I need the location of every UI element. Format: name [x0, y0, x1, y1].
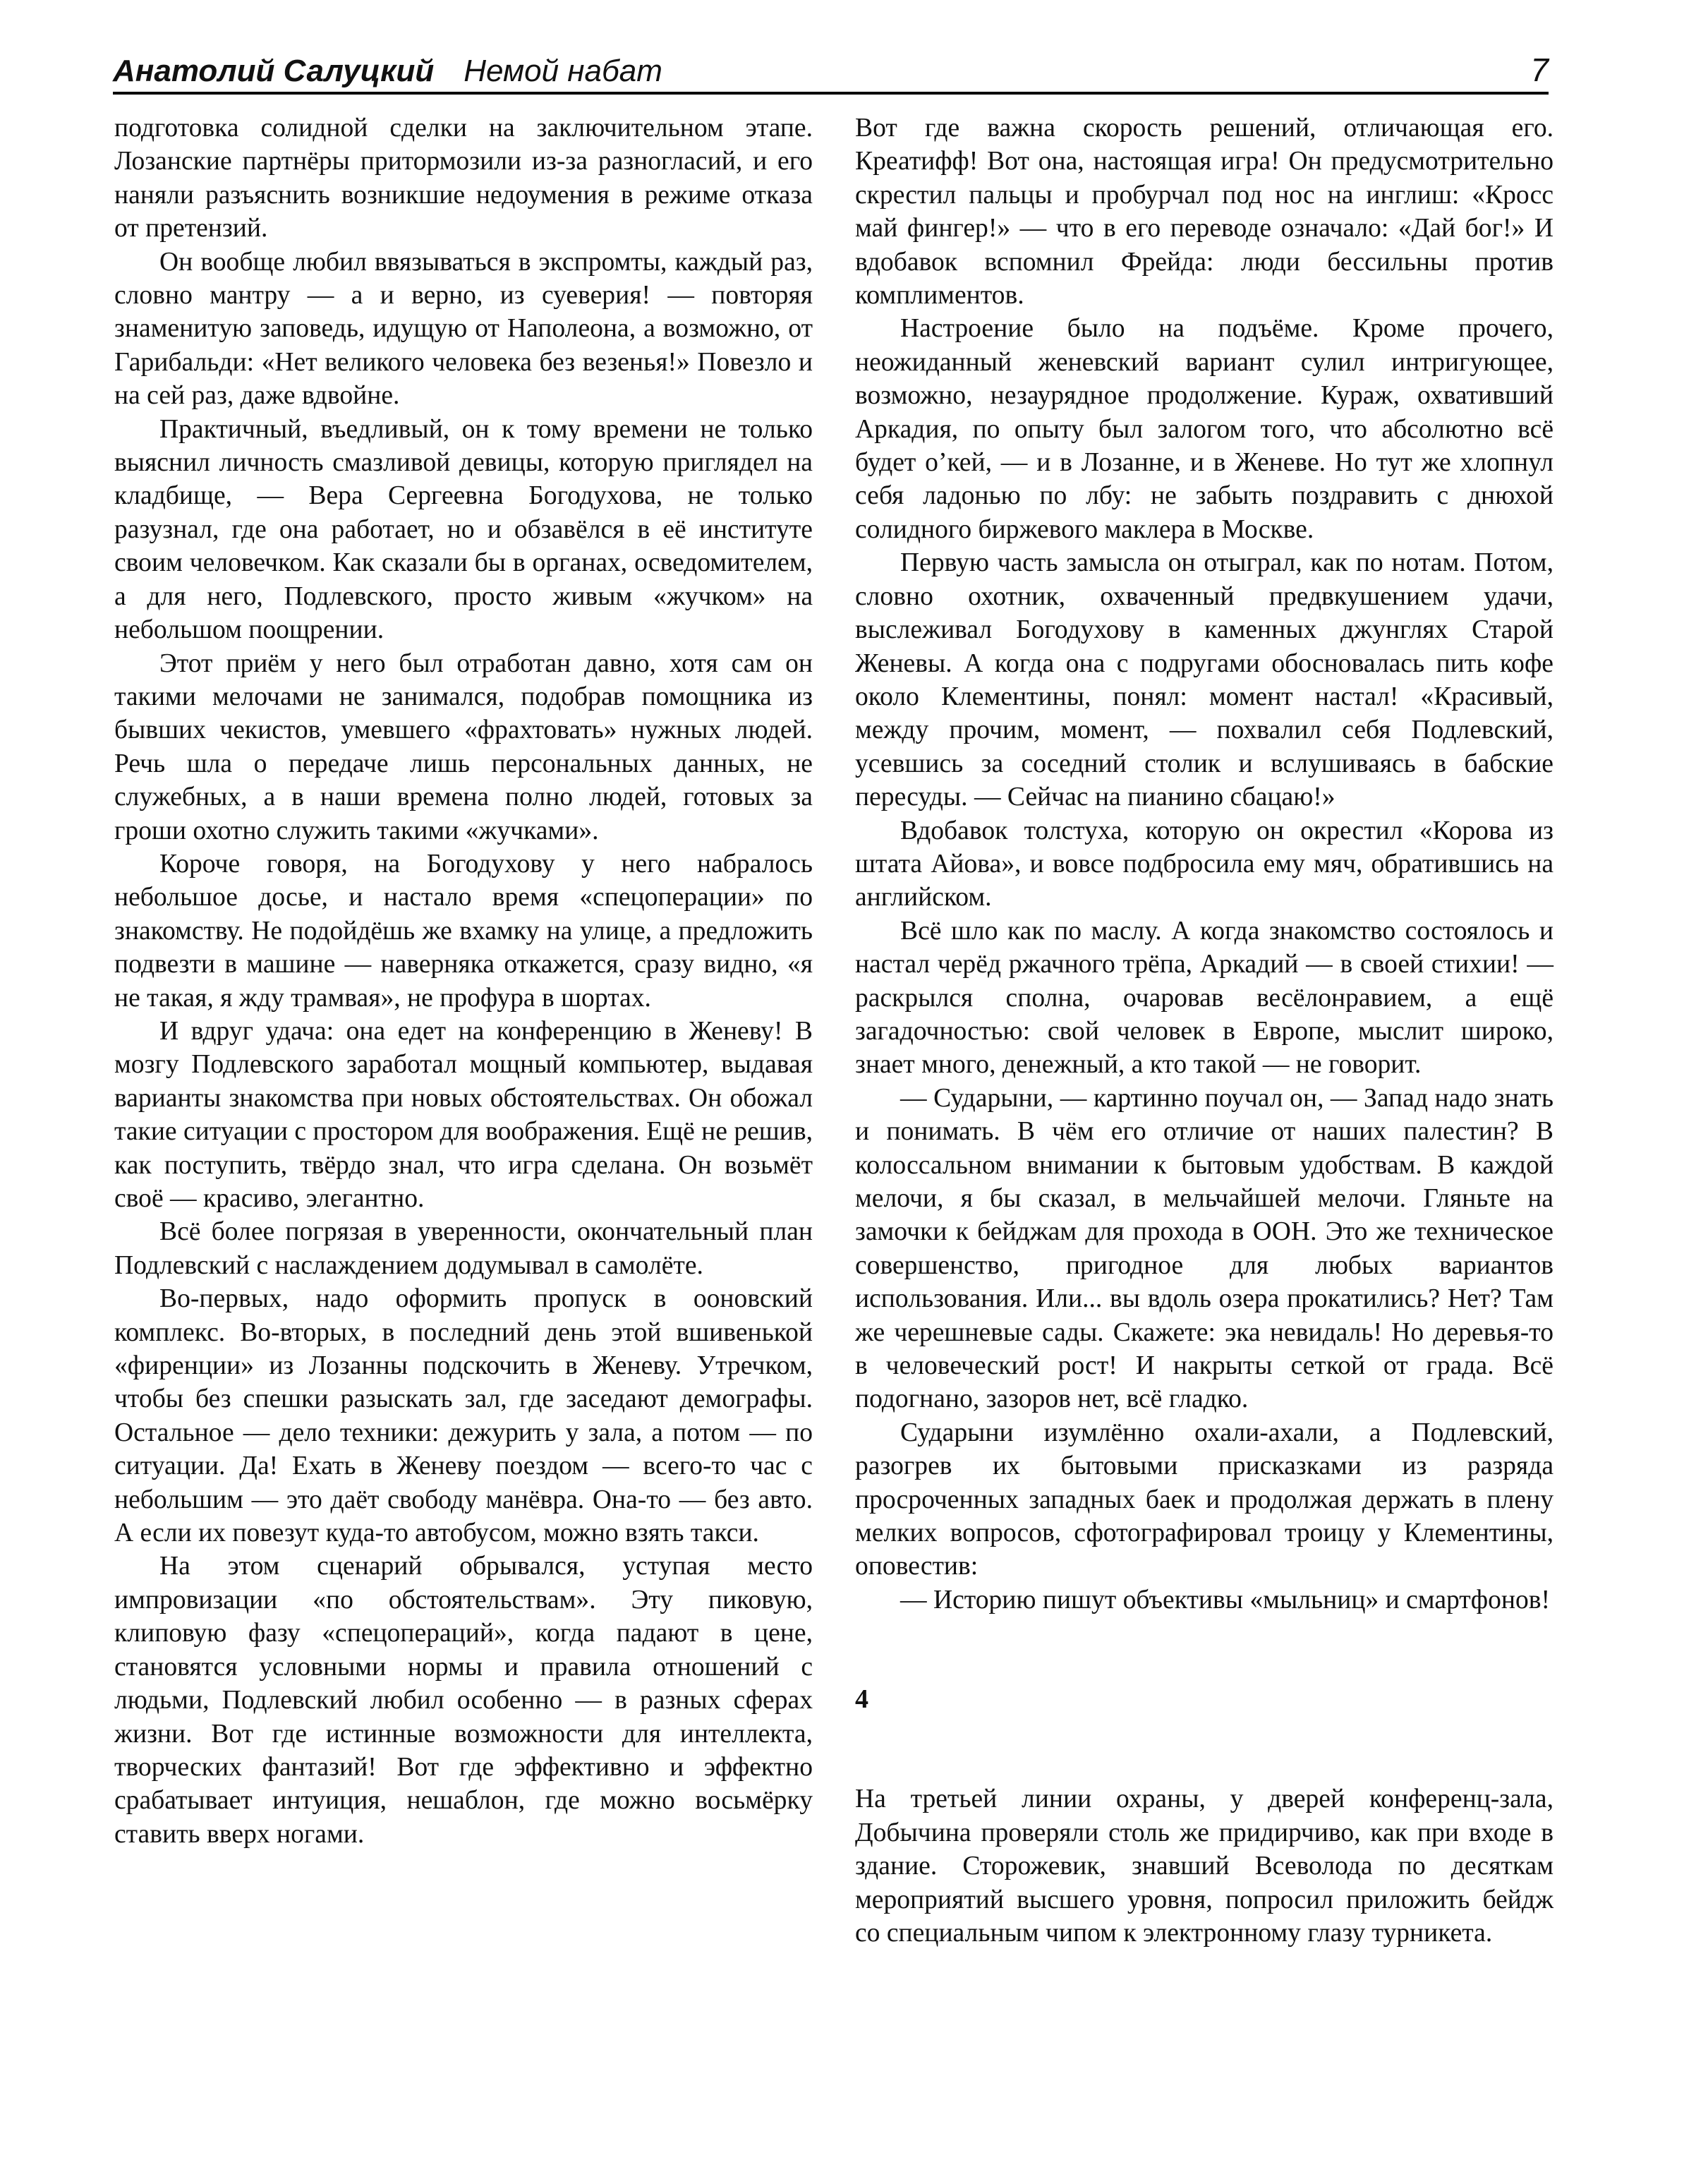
right-column — [855, 111, 1553, 1950]
paragraph: На этом сценарий обрывался, уступая место импровизации «по обстоятельствам». Эту пиковую, клиповую фазу «спецопераций», когда падают в цене, становятся условными нормы и правила отношений с людьми, Подлевский любил особенно — в разных сферах жизни. Вот где истинные возможности для интеллекта, творческих фантазий! Вот где эффективно и эффектно срабатывает интуиция, нешаблон, где можно восьмёрку ставить вверх ногами. — [114, 1552, 813, 1849]
paragraph: И вдруг удача: она едет на конференцию в Женеву! В мозгу Подлевского заработал мощный компьютер, выдавая варианты знакомства при новых обстоятельствах. Он обожал такие ситуации с простором для воображения. Ещё не решив, как поступить, твёрдо знал, что игра сделана. Он возьмёт своё — красиво, элегантно. — [114, 1016, 813, 1213]
paragraph: — Историю пишут объективы «мыльниц» и смартфонов! — [900, 1585, 1551, 1614]
paragraph: Первую часть замысла он отыграл, как по нотам. Потом, словно охотник, охваченный предвкушением удачи, выслеживал Богодухову в каменных джунглях Старой Женевы. А когда она с подругами обосновалась пить кофе около Клементины, понял: момент настал! «Красивый, между прочим, момент, — похвалил себя Подлевский, усевшись за соседний столик и вслушиваясь в бабские пересуды. — Сейчас на пианино сбацаю!» — [855, 548, 1553, 812]
page-number: 7 — [1530, 52, 1549, 88]
paragraph: Настроение было на подъёме. Кроме прочего, неожиданный женевский вариант сулил интригующее, возможно, незаурядное продолжение. Кураж, охвативший Аркадия, по опыту был залогом того, что абсолютно всё будет о’кей, — и в Лозанне, и в Женеве. Но тут же хлопнул себя ладонью по лбу: не забыть поздравить с днюхой солидного биржевого маклера в Москве. — [855, 314, 1553, 544]
paragraph: Всё шло как по маслу. А когда знакомство состоялось и настал черёд ржачного трёпа, Аркадий — в своей стихии! — раскрылся сполна, очаровав весёлонравием, а ещё загадочностью: свой человек в Европе, мыслит широко, знает много, денежный, а кто такой — не говорит. — [855, 916, 1553, 1080]
paragraph: подготовка солидной сделки на заключительном этапе. Лозанские партнёры притормозили из-за разногласий, и его наняли разъяснить возникшие недоумения в режиме отказа от претензий. — [114, 114, 813, 243]
header-author: Анатолий Салуцкий — [113, 54, 435, 88]
paragraph: Он вообще любил ввязываться в экспромты, каждый раз, словно мантру — а и верно, из суеверия! — повторяя знаменитую заповедь, идущую от Наполеона, а возможно, от Гарибальди: «Нет великого человека без везенья!» Повезло и на сей раз, даже вдвойне. — [114, 247, 813, 411]
paragraph: Всё более погрязая в уверенности, окончательный план Подлевский с наслаждением додумывал в самолёте. — [114, 1217, 813, 1280]
chapter-number: 4 — [855, 1684, 868, 1715]
header-book-title: Немой набат — [464, 54, 662, 88]
paragraph: Короче говоря, на Богодухову у него набралось небольшое досье, и настало время «спецоперации» по знакомству. Не подойдёшь же вхамку на улице, а предложить подвезти в машине — наверняка откажется, сразу видно, «я не такая, я жду трамвая», не профура в шортах. — [114, 849, 813, 1013]
paragraph: Практичный, въедливый, он к тому времени не только выяснил личность смазливой девицы, которую приглядел на кладбище, — Вера Сергеевна Богодухова, не только разузнал, где она работает, но и обзавёлся в её институте своим человечком. Как сказали бы в органах, осведомителем, а для него, Подлевского, просто живым «жучком» на небольшом поощрении. — [114, 414, 813, 645]
paragraph: Этот приём у него был отработан давно, хотя сам он такими мелочами не занимался, подобрав помощника из бывших чекистов, умевшего «фрахтовать» нужных людей. Речь шла о передаче лишь персональных данных, не служебных, а в наши времена полно людей, готовых за гроши охотно служить такими «жучками». — [114, 648, 813, 845]
paragraph: На третьей линии охраны, у дверей конференц-зала, Добычина проверяли столь же придирчиво, как при входе в здание. Сторожевик, знавший Всеволода по десяткам мероприятий высшего уровня, попросил приложить бейдж со специальным чипом к электронному глазу турникета. — [855, 1785, 1553, 1948]
running-header — [113, 48, 1549, 95]
paragraph: Во-первых, надо оформить пропуск в ооновский комплекс. Во-вторых, в последний день этой вшивенькой «фиренции» из Лозанны подскочить в Женеву. Утречком, чтобы без спешки разыскать зал, где заседают демографы. Остальное — дело техники: дежурить у зала, а потом — по ситуации. Да! Ехать в Женеву поездом — всего-то час с небольшим — это даёт свободу манёвра. Она-то — без авто. А если их повезут куда-то автобусом, можно взять такси. — [114, 1284, 813, 1548]
paragraph: Вот где важна скорость решений, отличающая его. Креатифф! Вот она, настоящая игра! Он предусмотрительно скрестил пальцы и пробурчал под нос на инглиш: «Кросс май фингер!» — что в его переводе означало: «Дай бог!» И вдобавок вспомнил Фрейда: люди бессильны против комплиментов. — [855, 114, 1553, 310]
paragraph: — Сударыни, — картинно поучал он, — Запад надо знать и понимать. В чём его отличие от наших палестин? В колоссальном внимании к бытовым удобствам. В каждой мелочи, я бы сказал, в мельчайшей мелочи. Гляньте на замочки к бейджам для прохода в ООН. Это же техническое совершенство, пригодное для любых вариантов использования. Или... вы вдоль озера прокатились? Нет? Там же черешневые сады. Скажете: эка невидаль! Но деревья-то в человеческий рост! И накрыты сеткой от града. Всё подогнано, зазоров нет, всё гладко. — [855, 1083, 1553, 1414]
paragraph: Вдобавок толстуха, которую он окрестил «Корова из штата Айова», и вовсе подбросила ему мяч, обратившись на английском. — [855, 816, 1553, 912]
paragraph: Сударыни изумлённо охали-ахали, а Подлевский, разогрев их бытовыми присказками из разряда просроченных западных баек и продолжая держать в плену мелких вопросов, сфотографировал троицу у Клементины, оповестив: — [855, 1418, 1553, 1581]
left-column — [114, 111, 813, 1851]
